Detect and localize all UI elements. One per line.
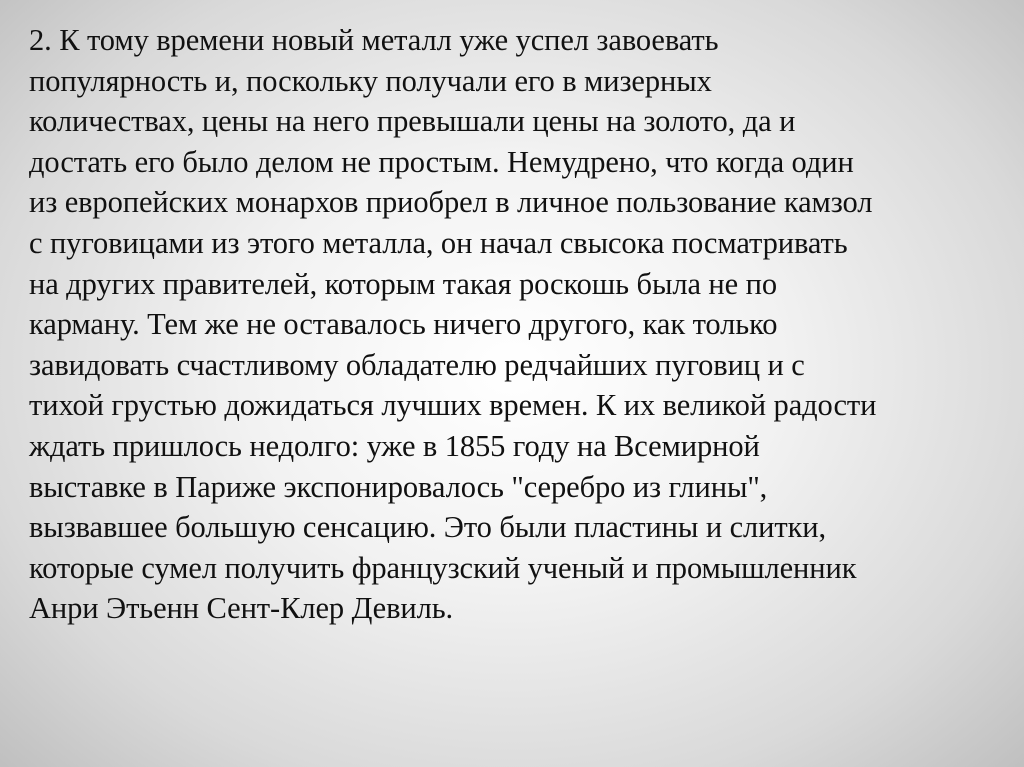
- text-line-10: тихой грустью дожидаться лучших времен. К их великой радости: [29, 388, 877, 423]
- slide-body-text: [29, 20, 1004, 629]
- text-line-8: карману. Тем же не оставалось ничего другого, как только: [29, 307, 778, 342]
- text-line-5: из европейских монархов приобрел в личное пользование камзол: [29, 185, 873, 220]
- text-line-4: достать его было делом не простым. Немудрено, что когда один: [29, 144, 854, 179]
- text-line-15: Анри Этьенн Сент-Клер Девиль.: [29, 591, 454, 626]
- text-line-6: с пуговицами из этого металла, он начал свысока посматривать: [29, 225, 848, 260]
- text-line-9: завидовать счастливому обладателю редчайших пуговиц и с: [29, 347, 805, 382]
- text-line-14: которые сумел получить французский ученый и промышленник: [29, 550, 857, 585]
- text-line-1: 2. К тому времени новый металл уже успел завоевать: [29, 23, 719, 57]
- text-line-7: на других правителей, которым такая роскошь была не по: [29, 266, 777, 301]
- text-line-11: ждать пришлось недолго: уже в 1855 году на Всемирной: [29, 428, 760, 463]
- text-line-12: выставке в Париже экспонировалось "серебро из глины",: [29, 469, 768, 504]
- text-line-2: популярность и, поскольку получали его в мизерных: [29, 63, 712, 98]
- text-line-13: вызвавшее большую сенсацию. Это были пластины и слитки,: [29, 510, 827, 545]
- text-line-3: количествах, цены на него превышали цены на золото, да и: [29, 104, 796, 139]
